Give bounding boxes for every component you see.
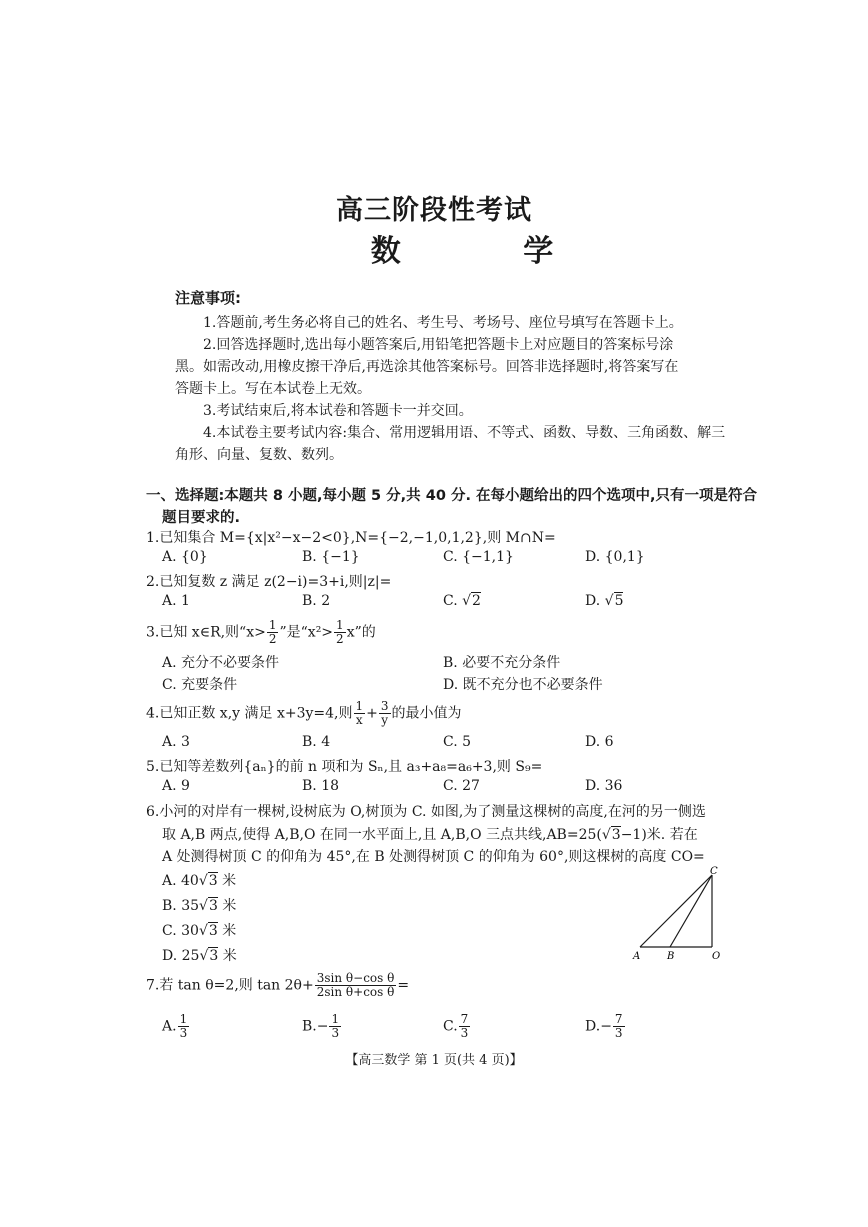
question-6-line-3: A 处测得树顶 C 的仰角为 45°,在 B 处测得树顶 C 的仰角为 60°,则这棵树的高度 CO= [162, 849, 705, 865]
point-o-label: O [712, 951, 721, 962]
q6-option-a[interactable]: A. 40√3 米 [162, 873, 237, 889]
q4-option-d[interactable]: D. 6 [585, 734, 614, 750]
sqrt-radicand: 2 [472, 593, 481, 609]
q4-option-c[interactable]: C. 5 [443, 734, 472, 750]
q7-option-a[interactable]: A. $\frac{1}{3}$ [162, 1012, 188, 1040]
q2-option-d[interactable]: D. √5 [585, 593, 624, 609]
question-5-stem: 5.已知等差数列{aₙ}的前 n 项和为 Sₙ,且 a₃+a₈=a₆+3,则 S₉= [146, 759, 543, 775]
notice-line: 答题卡上。写在本试卷上无效。 [175, 381, 371, 397]
fraction: $\frac{1}{2}$ [268, 618, 277, 646]
sqrt-radicand: 5 [614, 593, 624, 609]
q2-option-c[interactable]: C. √2 [443, 593, 481, 609]
notice-line: 角形、向量、复数、数列。 [175, 447, 343, 463]
q1-option-a[interactable]: A. {0} [162, 549, 208, 565]
page-footer: 【高三数学 第 1 页(共 4 页)】 [345, 1053, 523, 1068]
point-a-label: A [633, 951, 641, 962]
q7-option-b[interactable]: B.− $\frac{1}{3}$ [302, 1012, 340, 1040]
q1-option-b[interactable]: B. {−1} [302, 549, 360, 565]
q2-option-b[interactable]: B. 2 [302, 593, 331, 609]
question-7-stem: 7.若 tan θ=2,则 tan 2θ+ $\frac{\text{3sin θ−cos θ}}{\text{2sin θ+cos θ}}$ = [146, 971, 410, 999]
notice-heading: 注意事项: [175, 289, 241, 307]
q3-option-b[interactable]: B. 必要不充分条件 [443, 655, 561, 671]
q1-option-c[interactable]: C. {−1,1} [443, 549, 514, 565]
section-heading-cont: 题目要求的. [162, 510, 241, 526]
point-b-label: B [667, 951, 675, 962]
q3-option-a[interactable]: A. 充分不必要条件 [162, 655, 280, 671]
subject-title: 数 学 [370, 234, 610, 269]
q4-option-b[interactable]: B. 4 [302, 734, 331, 750]
q3-option-c[interactable]: C. 充要条件 [162, 677, 238, 693]
tree-measurement-diagram [628, 865, 728, 965]
q5-option-a[interactable]: A. 9 [162, 778, 190, 794]
q5-option-b[interactable]: B. 18 [302, 778, 340, 794]
q2-option-a[interactable]: A. 1 [162, 593, 190, 609]
notice-line: 4.本试卷主要考试内容:集合、常用逻辑用语、不等式、函数、导数、三角函数、解三 [203, 425, 726, 441]
fraction: $\frac{\text{3sin θ−cos θ}}{\text{2sin θ+cos θ}}$ [316, 971, 395, 999]
notice-line: 1.答题前,考生务必将自己的姓名、考生号、考场号、座位号填写在答题卡上。 [203, 315, 683, 331]
q3-option-d[interactable]: D. 既不充分也不必要条件 [443, 677, 603, 693]
q4-option-a[interactable]: A. 3 [162, 734, 190, 750]
question-6-line-2: 取 A,B 两点,使得 A,B,O 在同一水平面上,且 A,B,O 三点共线,AB=25(√3−1)米. 若在 [162, 827, 698, 843]
q6-option-b[interactable]: B. 35√3 米 [162, 898, 237, 914]
question-4-stem: 4.已知正数 x,y 满足 x+3y=4,则 $\frac{1}{x}$ + $\frac{3}{y}$ 的最小值为 [146, 699, 462, 727]
question-1-stem: 1.已知集合 M={x|x²−x−2<0},N={−2,−1,0,1,2},则 M∩N= [146, 530, 556, 546]
notice-line: 黑。如需改动,用橡皮擦干净后,再选涂其他答案标号。回答非选择题时,将答案写在 [175, 359, 679, 375]
point-c-label: C [710, 866, 718, 877]
exam-title: 高三阶段性考试 [336, 195, 532, 226]
q5-option-c[interactable]: C. 27 [443, 778, 480, 794]
fraction: $\frac{3}{y}$ [380, 699, 389, 727]
question-2-stem: 2.已知复数 z 满足 z(2−i)=3+i,则|z|= [146, 574, 392, 590]
section-heading: 一、选择题:本题共 8 小题,每小题 5 分,共 40 分. 在每小题给出的四个选项中,只有一项是符合 [146, 488, 758, 504]
notice-line: 2.回答选择题时,选出每小题答案后,用铅笔把答题卡上对应题目的答案标号涂 [203, 337, 674, 353]
q1-option-d[interactable]: D. {0,1} [585, 549, 645, 565]
question-3-stem: 3.已知 x∈R,则“x> $\frac{1}{2}$ ”是“x²> $\frac{1}{2}$ x”的 [146, 618, 376, 646]
q6-option-c[interactable]: C. 30√3 米 [162, 923, 237, 939]
question-6-line-1: 6.小河的对岸有一棵树,设树底为 O,树顶为 C. 如图,为了测量这棵树的高度,在河的另一侧选 [146, 804, 706, 820]
q7-option-c[interactable]: C. $\frac{7}{3}$ [443, 1012, 469, 1040]
q7-option-d[interactable]: D.− $\frac{7}{3}$ [585, 1012, 623, 1040]
fraction: $\frac{1}{2}$ [336, 618, 344, 646]
notice-line: 3.考试结束后,将本试卷和答题卡一并交回。 [203, 403, 473, 419]
fraction: $\frac{1}{x}$ [355, 699, 364, 727]
q6-option-d[interactable]: D. 25√3 米 [162, 948, 237, 964]
q5-option-d[interactable]: D. 36 [585, 778, 623, 794]
